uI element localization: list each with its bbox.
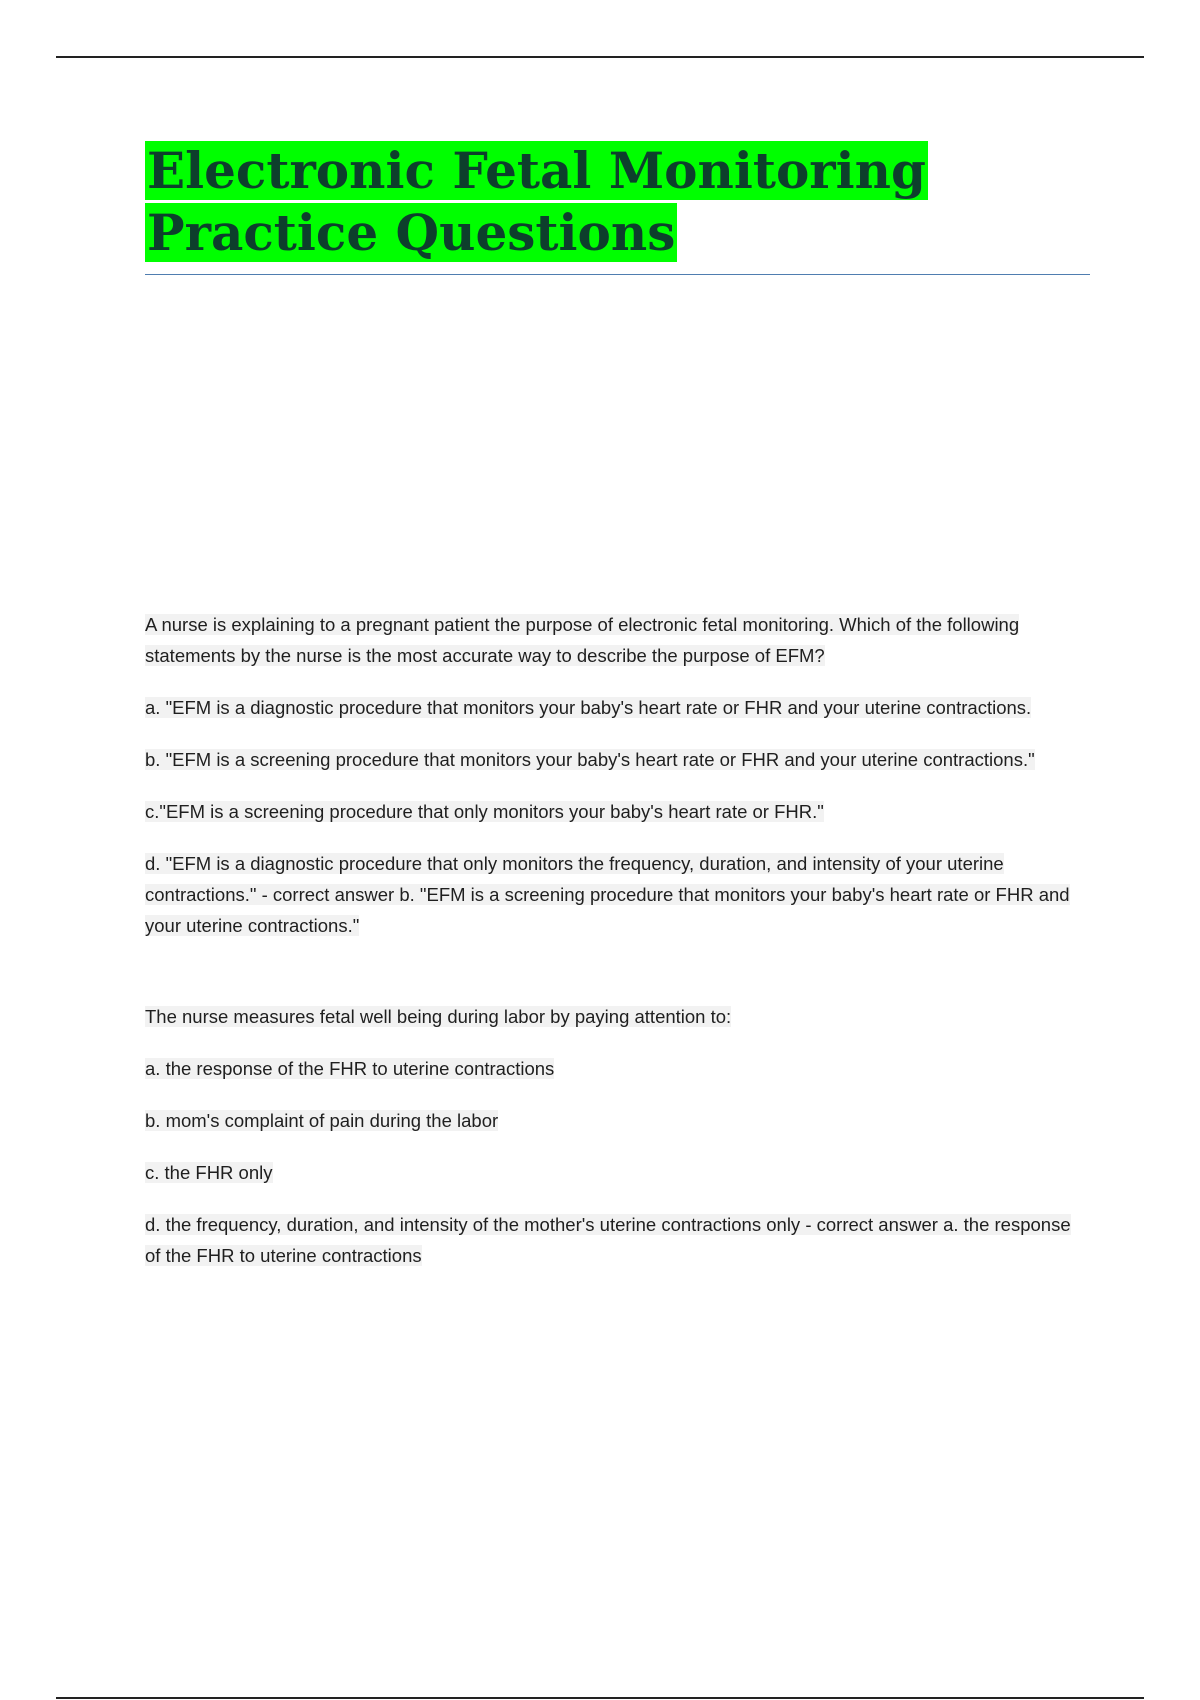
question-2-option-c-text: c. the FHR only: [145, 1162, 273, 1183]
question-1-option-d-answer: [145, 848, 1090, 941]
question-2-stem-text: The nurse measures fetal well being during labor by paying attention to:: [145, 1006, 732, 1027]
page-bottom-rule: [56, 1697, 1144, 1699]
question-2-option-b: [145, 1105, 1090, 1136]
page-top-rule: [56, 56, 1144, 58]
question-2-option-d-answer: [145, 1209, 1090, 1271]
document-body: [145, 140, 1090, 1292]
question-2-option-a-text: a. the response of the FHR to uterine contractions: [145, 1058, 555, 1079]
question-1-option-c-text: c."EFM is a screening procedure that only monitors your baby's heart rate or FHR.": [145, 801, 824, 822]
question-1-option-b: [145, 744, 1090, 775]
question-1: [145, 609, 1090, 941]
question-1-option-c: [145, 796, 1090, 827]
document-title: [145, 140, 1090, 264]
question-1-stem-text: A nurse is explaining to a pregnant patient the purpose of electronic fetal monitoring. Which of the following statements by the nurse is the most accurate way to describe the purpose of EFM?: [145, 614, 1020, 666]
question-2-stem: [145, 1001, 1090, 1032]
document-title-text: Electronic Fetal Monitoring Practice Questions: [147, 141, 926, 262]
question-1-stem: [145, 609, 1090, 671]
title-underline: [145, 274, 1090, 275]
question-2-option-d-answer-text: d. the frequency, duration, and intensity of the mother's uterine contractions only - correct answer a. the response of the FHR to uterine contractions: [145, 1214, 1071, 1266]
question-2: [145, 1001, 1090, 1271]
question-1-option-a-text: a. "EFM is a diagnostic procedure that monitors your baby's heart rate or FHR and your uterine contractions.: [145, 697, 1032, 718]
question-2-option-c: [145, 1157, 1090, 1188]
question-1-option-a: [145, 692, 1090, 723]
question-2-option-b-text: b. mom's complaint of pain during the labor: [145, 1110, 499, 1131]
question-2-option-a: [145, 1053, 1090, 1084]
question-1-option-d-answer-text: d. "EFM is a diagnostic procedure that only monitors the frequency, duration, and intensity of your uterine contractions." - correct answer b. "EFM is a screening procedure that monitors your baby's heart rate or FHR and your uterine contractions.": [145, 853, 1070, 936]
question-1-option-b-text: b. "EFM is a screening procedure that monitors your baby's heart rate or FHR and your uterine contractions.": [145, 749, 1035, 770]
